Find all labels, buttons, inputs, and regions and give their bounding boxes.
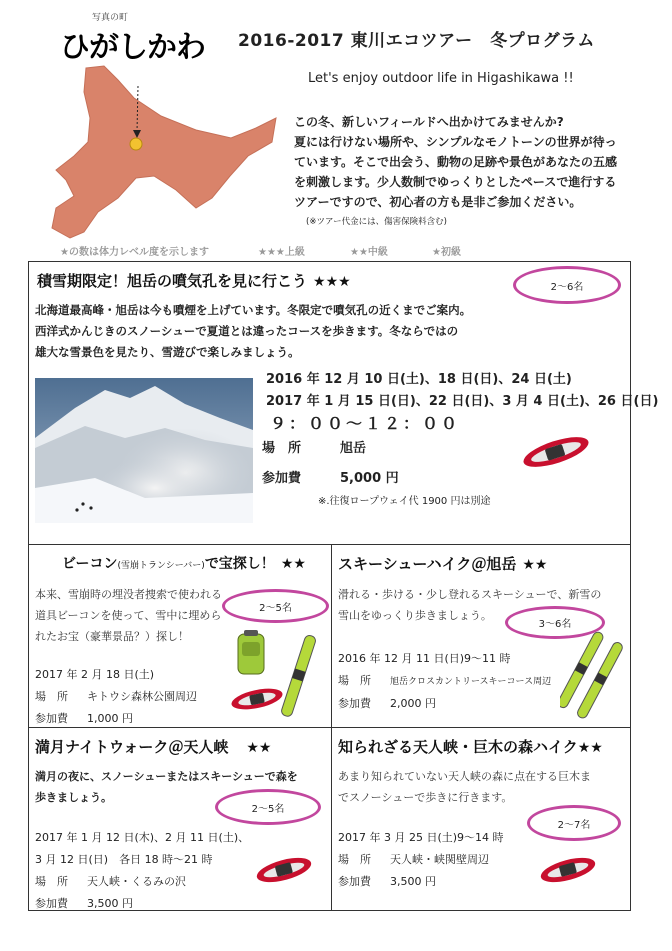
legend-beginner: ★初級	[432, 247, 461, 258]
logo-caption: 写真の町	[92, 13, 129, 23]
beacon-desc: 本来、雪崩時の埋没者捜索で使われる	[35, 588, 222, 601]
fee-value: 5,000 円	[340, 471, 399, 486]
beacon-desc: れたお宝（豪華景品？）探し！	[35, 630, 189, 643]
fee-label: 参加費	[35, 712, 68, 725]
capacity-badge: 3～6名	[505, 606, 605, 639]
beacon-title: ビーコン(雪崩トランシーバー)で宝探し！ ★★	[62, 556, 306, 572]
place-label: 場 所	[338, 853, 371, 866]
fee-label: 参加費	[338, 697, 371, 710]
giant-tree-desc: あまり知られていない天人峡の森に点在する巨木ま	[338, 770, 591, 783]
logo: ひがしかわ	[60, 30, 205, 65]
place-label: 場 所	[35, 690, 68, 703]
place-value: 旭岳クロスカントリースキーコース周辺	[390, 677, 552, 687]
full-moon-desc: 満月の夜に、スノーシューまたはスキーシューで森を	[35, 770, 298, 783]
ropeway-note: ※.往復ロープウェイ代 1900 円は別途	[318, 496, 491, 507]
asahidake-photo	[35, 378, 253, 523]
place-value: 天人峡・峡関壁周辺	[390, 853, 489, 866]
full-moon-dates: 2017 年 1 月 12 日(木)、2 月 11 日(土)、	[35, 831, 250, 844]
place-label: 場 所	[35, 875, 68, 888]
dates-2017: 2017 年 1 月 15 日(日)、22 日(日)、3 月 4 日(土)、26 日(日)	[266, 394, 659, 409]
backpack-icon	[232, 628, 270, 678]
snowshoe-icon	[536, 852, 600, 888]
intro-line: ツアーですので、初心者の方も是非ご参加ください。	[294, 195, 582, 209]
place-label: 場 所	[262, 441, 302, 456]
fee-value: 1,000 円	[87, 712, 133, 725]
snowshoe-icon	[228, 682, 286, 716]
place-value: 旭岳	[340, 441, 367, 456]
page-title: 2016-2017 東川エコツアー 冬プログラム	[238, 31, 595, 51]
fee-label: 参加費	[35, 897, 68, 910]
main-tour-desc: 北海道最高峰・旭岳は今も噴煙を上げています。冬限定で噴気孔の近くまでご案内。	[35, 303, 472, 317]
giant-tree-desc: でスノーシューで歩きに行きます。	[338, 791, 513, 804]
legend-text: ★の数は体力レベル度を示します	[60, 247, 209, 258]
full-moon-dates: 3 月 12 日(日) 各日 18 時～21 時	[35, 853, 213, 866]
intro-line: を刺激します。少人数制でゆっくりとしたペースで進行する	[294, 175, 617, 189]
beacon-date: 2017 年 2 月 18 日(土)	[35, 668, 155, 681]
capacity-badge: 2～5名	[215, 789, 321, 825]
snowshoe-icon	[252, 852, 316, 888]
insurance-note: (※ツアー代金には、傷害保険料含む)	[306, 217, 448, 227]
ski-hike-title: スキーシューハイク＠旭岳 ★★	[338, 555, 548, 573]
fee-label: 参加費	[338, 875, 371, 888]
intro-line: 夏には行けない場所や、シンプルなモノトーンの世界が待っ	[294, 135, 617, 149]
full-moon-desc: 歩きましょう。	[35, 791, 112, 804]
place-label: 場 所	[338, 674, 371, 687]
capacity-badge: 2～6名	[513, 266, 621, 304]
ski-icon	[560, 630, 624, 722]
ski-hike-date: 2016 年 12 月 11 日(日)9～11 時	[338, 652, 511, 665]
hokkaido-map	[26, 58, 288, 243]
full-moon-title: 満月ナイトウォーク＠天人峡 ★★	[35, 738, 272, 756]
main-tour-title: 積雪期限定！旭岳の噴気孔を見に行こう ★★★	[37, 272, 351, 290]
intro-line: この冬、新しいフィールドへ出かけてみませんか?	[294, 115, 564, 129]
tagline: Let's enjoy outdoor life in Higashikawa !!	[308, 71, 574, 86]
intro-line: ています。そこで出会う、動物の足跡や景色があなたの五感	[294, 155, 618, 169]
main-tour-desc: 雄大な雪景色を見たり、雪遊びで楽しみましょう。	[35, 345, 300, 359]
capacity-badge: 2～7名	[527, 805, 621, 841]
main-tour-desc: 西洋式かんじきのスノーシューで夏道とは違ったコースを歩きます。冬ならではの	[35, 324, 459, 338]
tour-time: ９：００～１２：００	[270, 414, 461, 433]
giant-tree-date: 2017 年 3 月 25 日(土)9～14 時	[338, 831, 504, 844]
fee-value: 3,500 円	[390, 875, 436, 888]
snowshoe-icon	[516, 432, 596, 472]
legend-advanced: ★★★上級	[258, 247, 305, 258]
higashikawa-marker	[130, 138, 142, 150]
dates-2016: 2016 年 12 月 10 日(土)、18 日(日)、24 日(土)	[266, 372, 572, 387]
legend-intermediate: ★★中級	[350, 247, 388, 258]
ski-hike-desc: 滑れる・歩ける・少し登れるスキーシューで、新雪の	[338, 588, 602, 601]
fee-label: 参加費	[262, 471, 302, 486]
beacon-desc: 道具ビーコンを使って、雪中に埋めら	[35, 609, 222, 622]
giant-tree-title: 知られざる天人峡・巨木の森ハイク★★	[338, 738, 603, 756]
capacity-badge: 2～5名	[222, 589, 329, 623]
fee-value: 2,000 円	[390, 697, 436, 710]
ski-hike-desc: 雪山をゆっくり歩きましょう。	[338, 609, 492, 622]
fee-value: 3,500 円	[87, 897, 133, 910]
place-value: 天人峡・くるみの沢	[87, 875, 186, 888]
place-value: キトウシ森林公園周辺	[87, 690, 197, 703]
